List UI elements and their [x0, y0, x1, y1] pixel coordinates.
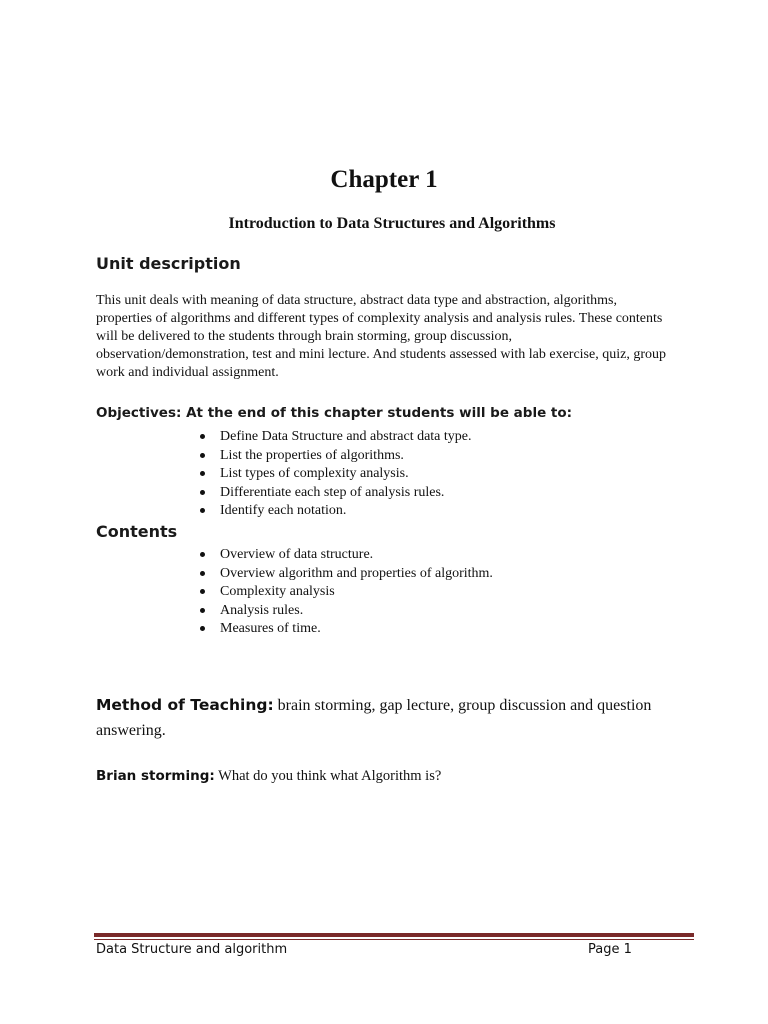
- chapter-title: Chapter 1: [330, 166, 438, 193]
- list-item: List the properties of algorithms.: [196, 447, 472, 466]
- list-item: Analysis rules.: [196, 602, 493, 621]
- list-item: List types of complexity analysis.: [196, 465, 472, 484]
- list-item: Differentiate each step of analysis rules.: [196, 484, 472, 503]
- method-of-teaching: [96, 693, 696, 743]
- method-label: Method of Teaching:: [96, 696, 274, 714]
- unit-description-text: This unit deals with meaning of data structure, abstract data type and abstraction, algorithms, properties of algorithms and different types of complexity analysis and analysis rules. These contents will be delivered to the students through brain storming, group discussion, observation/demonstration, test and mini lecture. And students assessed with lab exercise, quiz, group work and individual assignment.: [96, 293, 666, 380]
- list-item: Measures of time.: [196, 620, 493, 639]
- contents-heading: Contents: [96, 522, 178, 541]
- brian-storming: [96, 768, 441, 785]
- list-item: Complexity analysis: [196, 583, 493, 602]
- footer-left-text: Data Structure and algorithm: [96, 942, 288, 957]
- footer-rule-thin: [94, 939, 694, 940]
- brian-text: What do you think what Algorithm is?: [214, 768, 442, 784]
- footer-rule: [94, 933, 694, 937]
- objectives-list: [196, 428, 472, 521]
- unit-description-heading: Unit description: [96, 254, 241, 273]
- list-item: Overview of data structure.: [196, 546, 493, 565]
- list-item: Identify each notation.: [196, 502, 472, 521]
- list-item: Define Data Structure and abstract data type.: [196, 428, 472, 447]
- page-number: Page 1: [588, 942, 632, 957]
- method-text: brain storming, gap lecture, group discussion and question answering.: [96, 697, 652, 739]
- objectives-heading: Objectives: At the end of this chapter students will be able to:: [96, 405, 573, 421]
- brian-label: Brian storming:: [96, 768, 215, 784]
- list-item: Overview algorithm and properties of algorithm.: [196, 565, 493, 584]
- contents-list: [196, 546, 493, 639]
- chapter-subtitle: Introduction to Data Structures and Algorithms: [228, 215, 556, 232]
